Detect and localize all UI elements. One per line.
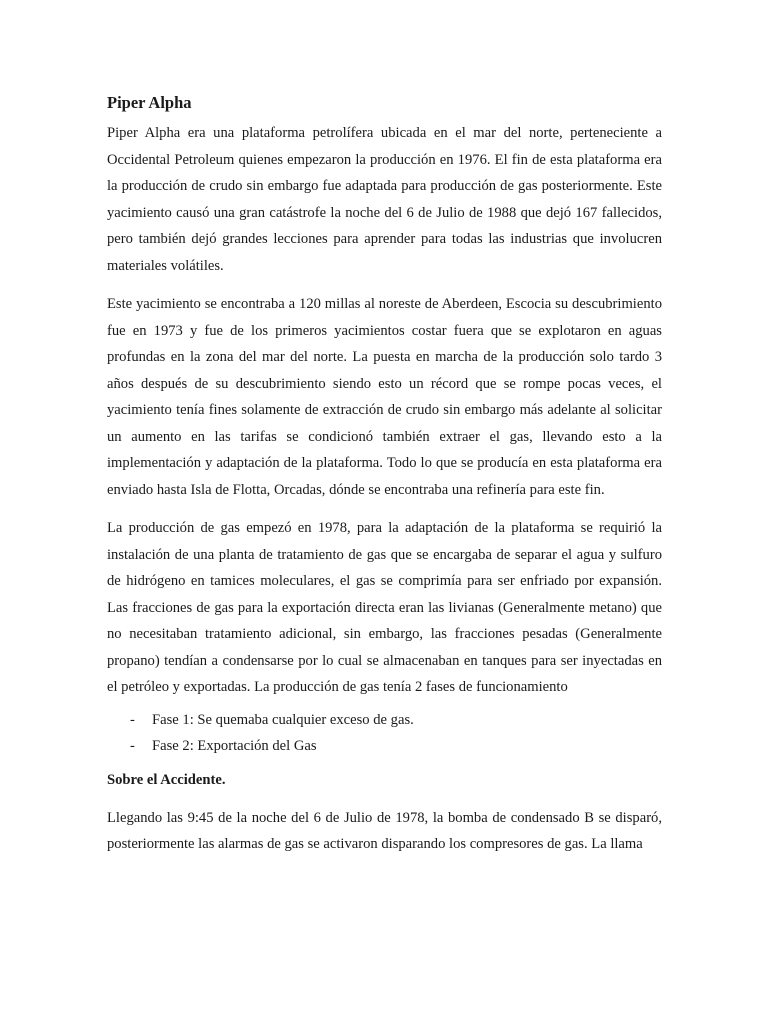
phase-item-1: - Fase 1: Se quemaba cualquier exceso de gas.: [107, 707, 662, 733]
paragraph-accident: Llegando las 9:45 de la noche del 6 de Julio de 1978, la bomba de condensado B se disparó, posteriormente las alarmas de gas se activaron disparando los compresores de gas. La llama: [107, 809, 662, 852]
paragraph-location: Este yacimiento se encontraba a 120 millas al noreste de Aberdeen, Escocia su descubrimiento fue en 1973 y fue de los primeros yacimientos costar fuera que se explotaron en aguas profundas en la zona del mar del norte. La puesta en marcha de la producción solo tardo 3 años después de su descubrimiento siendo esto un récord que se rompe pocas veces, el yacimiento tenía fines solamente de extracción de crudo sin embargo más adelante al solicitar un aumento en las tarifas se condicionó también extraer el gas, llevando esto a la implementación y adaptación de la plataforma. Todo lo que se producía en esta plataforma era enviado hasta Isla de Flotta, Orcadas, dónde se encontraba una refinería para este fin.: [107, 296, 662, 498]
paragraph-gas-production: La producción de gas empezó en 1978, para la adaptación de la plataforma se requirió la instalación de una planta de tratamiento de gas que se encargaba de separar el agua y sulfuro de hidrógeno en tamices moleculares, el gas se comprimía para ser enfriado por expansión. Las fracciones de gas para la exportación directa eran las livianas (Generalmente metano) que no necesitaban tratamiento adicional, sin embargo, las fracciones pesadas (Generalmente propano) tendían a condensarse por lo cual se almacenaban en tanques para ser inyectadas en el petróleo y exportadas. La producción de gas tenía 2 fases de funcionamiento: [107, 520, 662, 695]
document-title: Piper Alpha: [107, 93, 192, 112]
paragraph-intro: Piper Alpha era una plataforma petrolífera ubicada en el mar del norte, perteneciente a Occidental Petroleum quienes empezaron la producción en 1976. El fin de esta plataforma era la producción de crudo sin embargo fue adaptada para producción de gas posteriormente. Este yacimiento causó una gran catástrofe la noche del 6 de Julio de 1988 que dejó 167 fallecidos, pero también dejó grandes lecciones para aprender para todas las industrias que involucren materiales volátiles.: [107, 125, 662, 274]
section-title-accident: Sobre el Accidente.: [107, 771, 226, 788]
phase-list: [107, 707, 662, 759]
phase-item-2: - Fase 2: Exportación del Gas: [107, 733, 662, 759]
document-body: [107, 92, 662, 858]
